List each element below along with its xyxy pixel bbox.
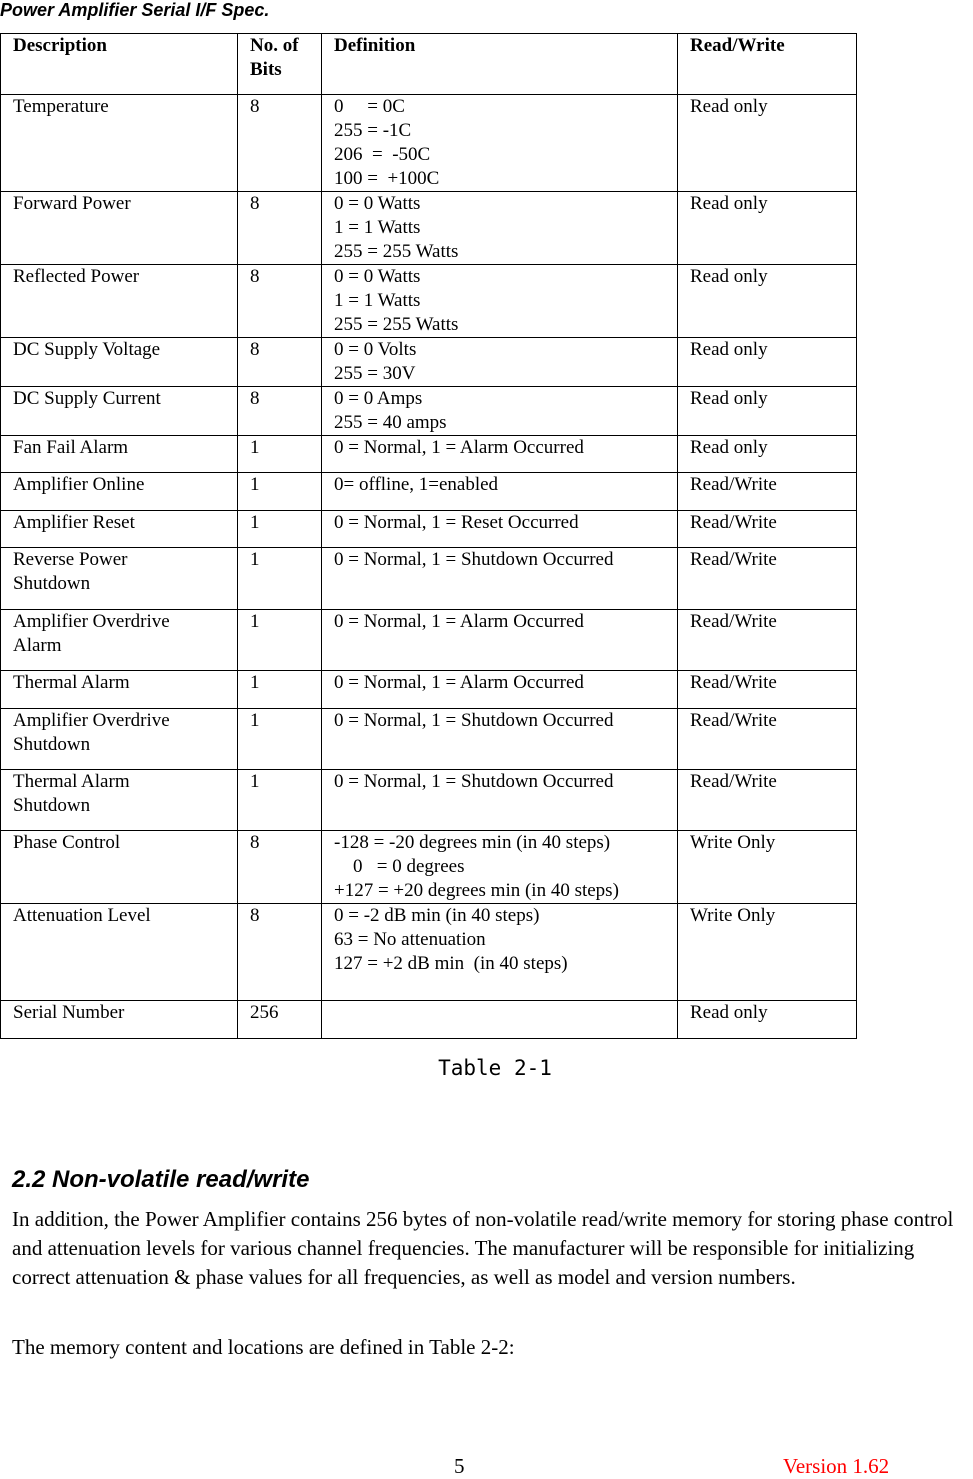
description-cell: Thermal Alarm	[1, 671, 238, 709]
description-cell: Attenuation Level	[1, 904, 238, 1001]
bits-cell: 8	[238, 831, 322, 904]
description-cell: Serial Number	[1, 1001, 238, 1039]
access-cell: Read only	[678, 265, 857, 338]
column-header-bits: No. of Bits	[238, 34, 322, 95]
table-row	[1, 904, 857, 1001]
table-row	[1, 548, 857, 610]
definition-cell: 0 = 0C 255 = -1C 206 = -50C 100 = +100C	[322, 95, 678, 192]
access-cell: Read/Write	[678, 709, 857, 770]
table-caption: Table 2-1	[438, 1056, 552, 1080]
bits-cell: 1	[238, 548, 322, 610]
definition-cell: 0 = Normal, 1 = Shutdown Occurred	[322, 770, 678, 831]
table-header-row	[1, 34, 857, 95]
definition-cell: 0 = -2 dB min (in 40 steps) 63 = No attenuation 127 = +2 dB min (in 40 steps)	[322, 904, 678, 1001]
column-header-description: Description	[1, 34, 238, 95]
description-cell: Amplifier Overdrive Shutdown	[1, 709, 238, 770]
bits-cell: 8	[238, 265, 322, 338]
definition-cell: 0 = 0 Volts 255 = 30V	[322, 338, 678, 387]
bits-cell: 1	[238, 610, 322, 671]
bits-cell: 8	[238, 387, 322, 436]
bits-cell: 1	[238, 770, 322, 831]
access-cell: Read only	[678, 95, 857, 192]
section-heading: 2.2 Non-volatile read/write	[12, 1166, 310, 1193]
running-header: Power Amplifier Serial I/F Spec.	[0, 0, 270, 20]
bits-cell: 8	[238, 904, 322, 1001]
access-cell: Write Only	[678, 904, 857, 1001]
bits-cell: 8	[238, 95, 322, 192]
table-row	[1, 95, 857, 192]
definition-cell: 0 = Normal, 1 = Alarm Occurred	[322, 436, 678, 473]
description-cell: Fan Fail Alarm	[1, 436, 238, 473]
table-row	[1, 387, 857, 436]
access-cell: Read only	[678, 192, 857, 265]
description-cell: Amplifier Reset	[1, 511, 238, 548]
bits-cell: 1	[238, 436, 322, 473]
bits-cell: 1	[238, 511, 322, 548]
definition-cell: 0 = 0 Watts 1 = 1 Watts 255 = 255 Watts	[322, 265, 678, 338]
access-cell: Read/Write	[678, 671, 857, 709]
definition-cell: 0 = 0 Amps 255 = 40 amps	[322, 387, 678, 436]
version-label: Version 1.62	[783, 1454, 890, 1478]
table-row	[1, 338, 857, 387]
table-row	[1, 265, 857, 338]
access-cell: Read only	[678, 387, 857, 436]
body-paragraph: The memory content and locations are defined in Table 2-2:	[12, 1335, 515, 1359]
description-cell: Amplifier Overdrive Alarm	[1, 610, 238, 671]
bits-cell: 1	[238, 671, 322, 709]
bits-cell: 8	[238, 192, 322, 265]
column-header-definition: Definition	[322, 34, 678, 95]
access-cell: Read only	[678, 436, 857, 473]
access-cell: Read/Write	[678, 511, 857, 548]
definition-cell: 0 = Normal, 1 = Shutdown Occurred	[322, 709, 678, 770]
table-row	[1, 709, 857, 770]
definition-cell: 0 = Normal, 1 = Alarm Occurred	[322, 610, 678, 671]
table-row	[1, 473, 857, 511]
table-row	[1, 1001, 857, 1039]
table-row	[1, 436, 857, 473]
access-cell: Read/Write	[678, 473, 857, 511]
description-cell: Phase Control	[1, 831, 238, 904]
bits-cell: 8	[238, 338, 322, 387]
table-row	[1, 831, 857, 904]
definition-cell: 0 = Normal, 1 = Alarm Occurred	[322, 671, 678, 709]
description-cell: Forward Power	[1, 192, 238, 265]
description-cell: Reflected Power	[1, 265, 238, 338]
page-number: 5	[454, 1454, 465, 1478]
access-cell: Read only	[678, 1001, 857, 1039]
description-cell: Thermal Alarm Shutdown	[1, 770, 238, 831]
description-cell: DC Supply Voltage	[1, 338, 238, 387]
definition-cell: -128 = -20 degrees min (in 40 steps) 0 = 0 degrees +127 = +20 degrees min (in 40 steps)	[322, 831, 678, 904]
description-cell: Temperature	[1, 95, 238, 192]
definition-cell: 0 = 0 Watts 1 = 1 Watts 255 = 255 Watts	[322, 192, 678, 265]
description-cell: Amplifier Online	[1, 473, 238, 511]
body-paragraph: In addition, the Power Amplifier contains 256 bytes of non-volatile read/write memory for storing phase control and attenuation levels for various channel frequencies. The manufacturer will be responsible for initializing correct attenuation & phase values for all frequencies, as well as model and version numbers.	[12, 1207, 954, 1289]
access-cell: Write Only	[678, 831, 857, 904]
definition-cell: 0 = Normal, 1 = Shutdown Occurred	[322, 548, 678, 610]
table-row	[1, 671, 857, 709]
description-cell: Reverse Power Shutdown	[1, 548, 238, 610]
bits-cell: 1	[238, 709, 322, 770]
access-cell: Read/Write	[678, 548, 857, 610]
table-row	[1, 770, 857, 831]
access-cell: Read/Write	[678, 770, 857, 831]
definition-cell: 0 = Normal, 1 = Reset Occurred	[322, 511, 678, 548]
bits-cell: 1	[238, 473, 322, 511]
access-cell: Read only	[678, 338, 857, 387]
table-row	[1, 511, 857, 548]
description-cell: DC Supply Current	[1, 387, 238, 436]
access-cell: Read/Write	[678, 610, 857, 671]
definition-cell: 0= offline, 1=enabled	[322, 473, 678, 511]
definition-cell	[322, 1001, 678, 1039]
table-row	[1, 192, 857, 265]
table-row	[1, 610, 857, 671]
column-header-read-write: Read/Write	[678, 34, 857, 95]
bits-cell: 256	[238, 1001, 322, 1039]
spec-table	[0, 33, 857, 1039]
